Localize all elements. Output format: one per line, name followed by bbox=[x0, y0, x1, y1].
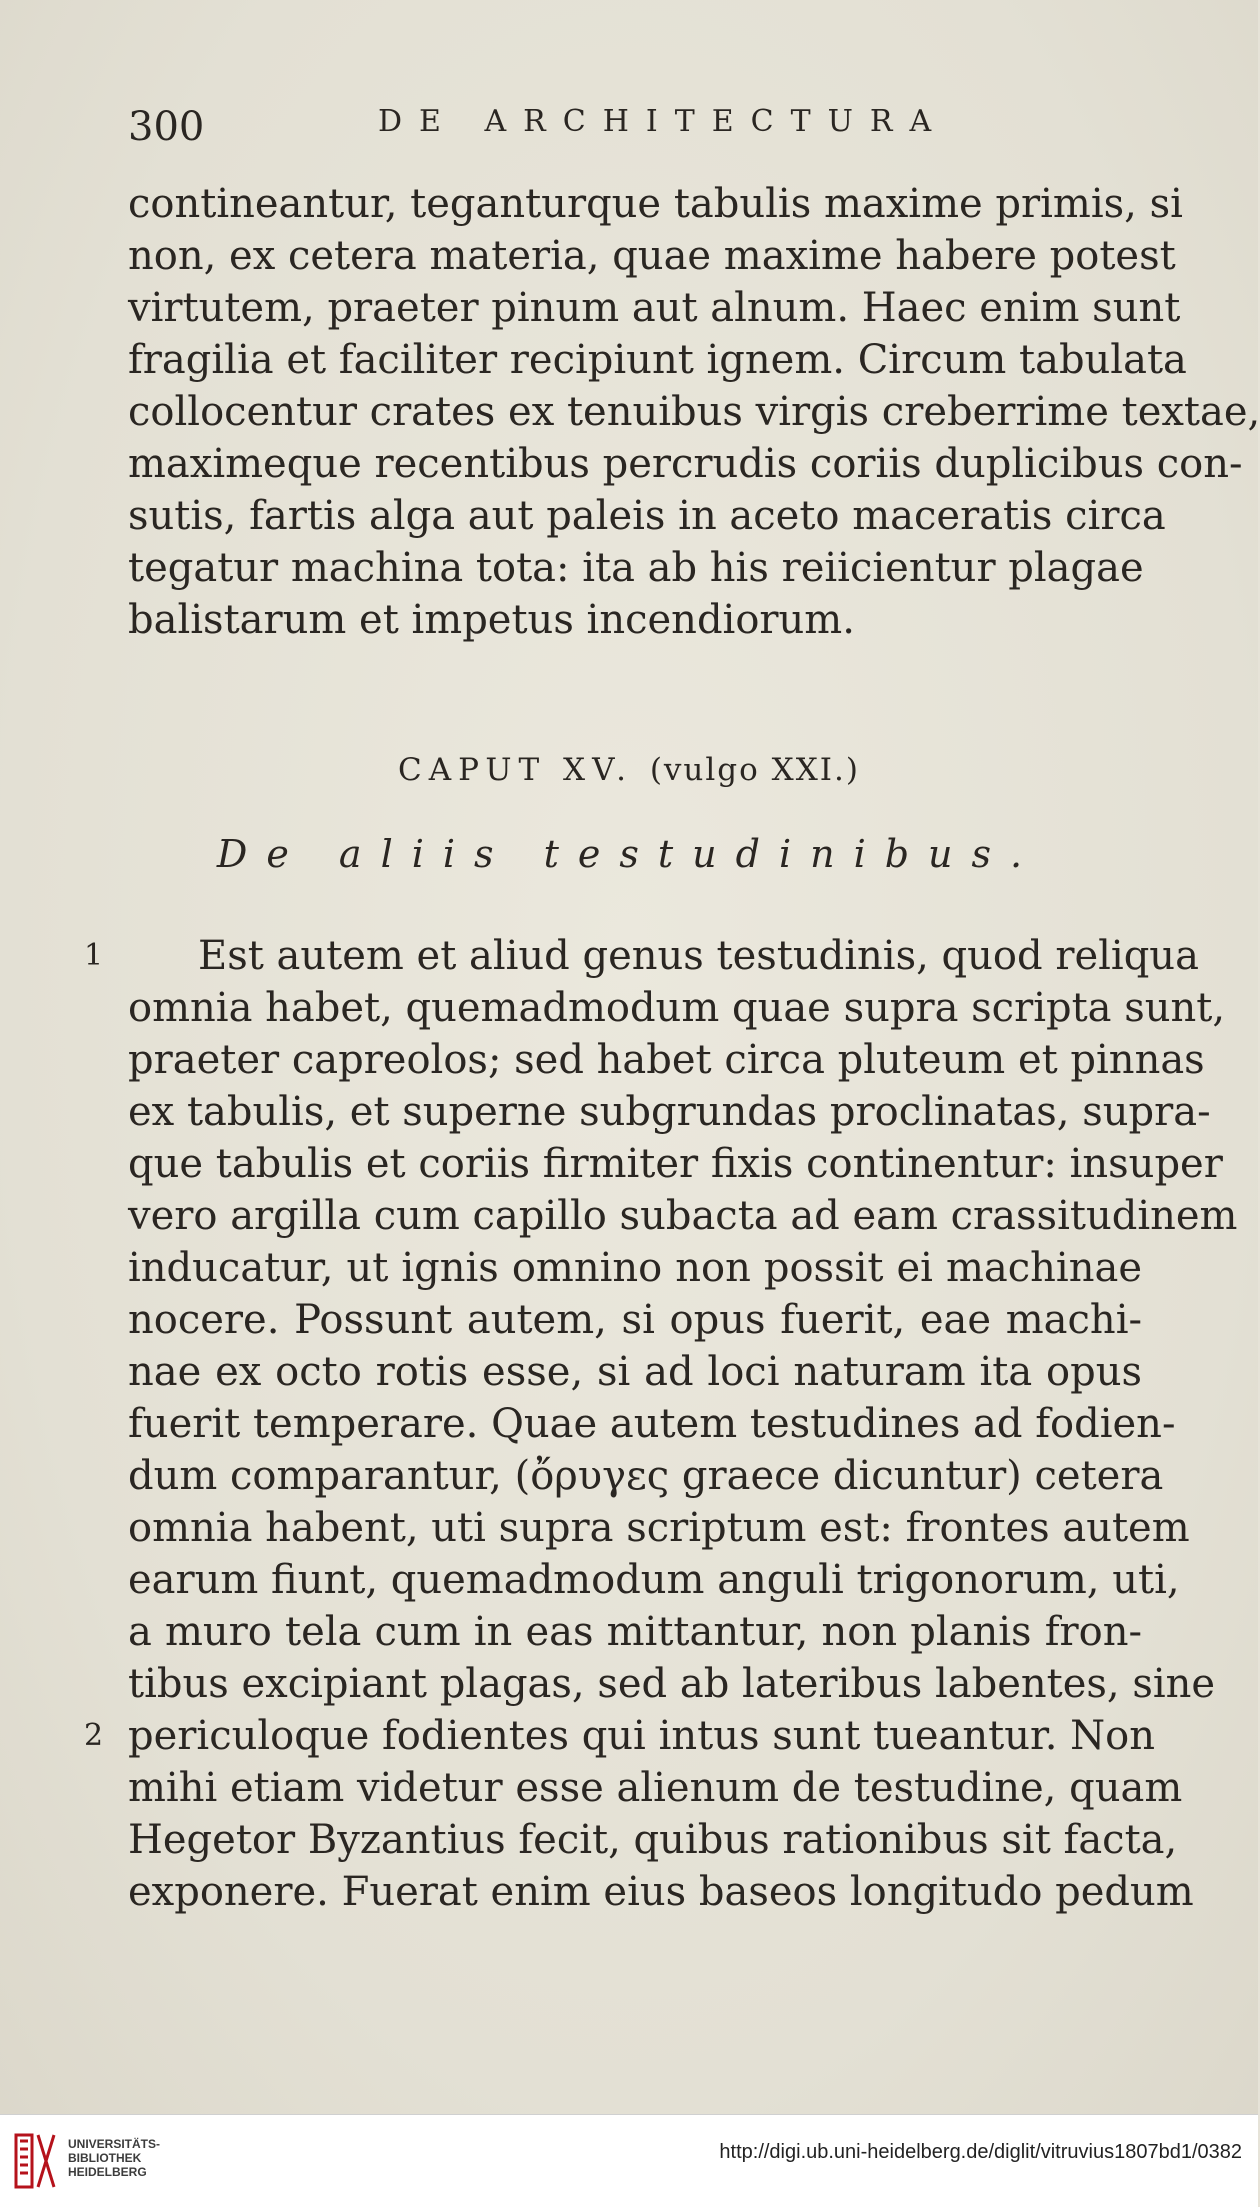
paragraph-1 bbox=[128, 178, 1260, 646]
institution-line: BIBLIOTHEK bbox=[68, 2151, 142, 2165]
institution-line: HEIDELBERG bbox=[68, 2165, 147, 2179]
text-line: Hegetor Byzantius fecit, quibus rationibus sit facta, bbox=[128, 1817, 1178, 1863]
text-line: collocentur crates ex tenuibus virgis creberrime textae, bbox=[128, 389, 1260, 435]
text-line: tibus excipiant plagas, sed ab lateribus labentes, sine bbox=[128, 1661, 1216, 1707]
paragraph-2 bbox=[128, 930, 1238, 1918]
text-line: contineantur, teganturque tabulis maxime primis, si bbox=[128, 181, 1183, 227]
text-line: earum fiunt, quemadmodum anguli trigonorum, uti, bbox=[128, 1557, 1180, 1603]
text-line: fuerit temperare. Quae autem testudines ad fodien- bbox=[128, 1401, 1176, 1447]
heidelberg-library-logo-icon[interactable] bbox=[12, 2129, 58, 2193]
text-line: Est autem et aliud genus testudinis, quod reliqua bbox=[198, 933, 1199, 979]
running-head: DE ARCHITECTURA bbox=[378, 104, 949, 139]
text-line: inducatur, ut ignis omnino non possit ei machinae bbox=[128, 1245, 1142, 1291]
text-line: omnia habet, quemadmodum quae supra scripta sunt, bbox=[128, 985, 1226, 1031]
text-line: que tabulis et coriis firmiter fixis continentur: insuper bbox=[128, 1141, 1223, 1187]
text-line: praeter capreolos; sed habet circa pluteum et pinnas bbox=[128, 1037, 1205, 1083]
text-line: periculoque fodientes qui intus sunt tueantur. Non bbox=[128, 1713, 1155, 1759]
text-line: vero argilla cum capillo subacta ad eam crassitudinem bbox=[128, 1193, 1238, 1239]
text-line: maximeque recentibus percrudis coriis duplicibus con- bbox=[128, 441, 1243, 487]
text-line: sutis, fartis alga aut paleis in aceto maceratis circa bbox=[128, 493, 1166, 539]
source-url-link[interactable]: http://digi.ub.uni-heidelberg.de/diglit/vitruvius1807bd1/0382 bbox=[719, 2141, 1242, 2163]
text-line: nocere. Possunt autem, si opus fuerit, eae machi- bbox=[128, 1297, 1142, 1343]
chapter-title bbox=[0, 752, 1258, 788]
institution-line: UNIVERSITÄTS- bbox=[68, 2137, 161, 2151]
margin-number-1: 1 bbox=[84, 938, 104, 973]
text-line: nae ex octo rotis esse, si ad loci naturam ita opus bbox=[128, 1349, 1142, 1395]
text-line: dum comparantur, (ὄρυγες graece dicuntur) cetera bbox=[128, 1453, 1164, 1499]
text-line: tegatur machina tota: ita ab his reiicientur plagae bbox=[128, 545, 1144, 591]
chapter-vulgo: (vulgo XXI.) bbox=[649, 752, 860, 788]
text-line: virtutem, praeter pinum aut alnum. Haec enim sunt bbox=[128, 285, 1181, 331]
text-line: a muro tela cum in eas mittantur, non planis fron- bbox=[128, 1609, 1142, 1655]
margin-number-2: 2 bbox=[84, 1718, 104, 1753]
viewer-footer bbox=[0, 2114, 1258, 2207]
text-line: exponere. Fuerat enim eius baseos longitudo pedum bbox=[128, 1869, 1194, 1915]
text-line: mihi etiam videtur esse alienum de testudine, quam bbox=[128, 1765, 1183, 1811]
text-line: omnia habent, uti supra scriptum est: frontes autem bbox=[128, 1505, 1190, 1551]
page-header bbox=[128, 104, 1128, 160]
chapter-number: CAPUT XV. bbox=[397, 752, 633, 788]
page-number: 300 bbox=[128, 104, 205, 150]
chapter-subtitle: De aliis testudinibus. bbox=[216, 832, 1042, 876]
text-line: ex tabulis, et superne subgrundas proclinatas, supra- bbox=[128, 1089, 1211, 1135]
institution-name bbox=[68, 2137, 160, 2179]
text-line: fragilia et faciliter recipiunt ignem. Circum tabulata bbox=[128, 337, 1187, 383]
text-line: balistarum et impetus incendiorum. bbox=[128, 597, 855, 643]
text-line: non, ex cetera materia, quae maxime habere potest bbox=[128, 233, 1176, 279]
